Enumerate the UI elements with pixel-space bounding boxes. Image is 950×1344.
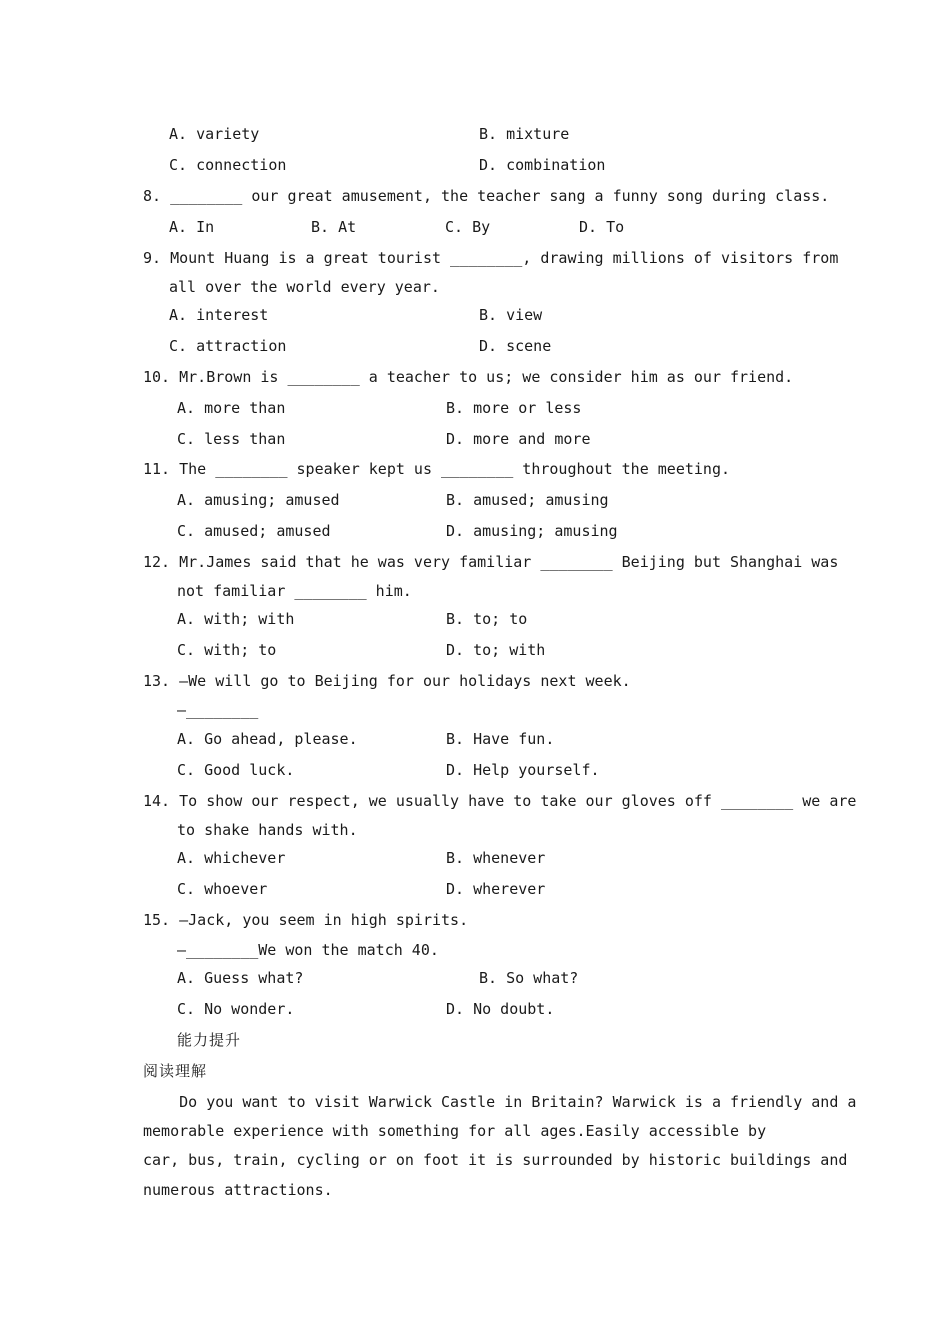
q7-option-d: D. combination bbox=[479, 156, 606, 174]
q13-option-b: B. Have fun. bbox=[446, 730, 555, 748]
q11-option-d: D. amusing; amusing bbox=[446, 522, 618, 540]
q9-stem-line2: all over the world every year. bbox=[169, 278, 440, 296]
q10-option-b: B. more or less bbox=[446, 399, 582, 417]
q12-option-a: A. with; with bbox=[177, 610, 295, 628]
q7-option-c: C. connection bbox=[169, 156, 287, 174]
q13-option-d: D. Help yourself. bbox=[446, 761, 600, 779]
q13-stem-line2: —________ bbox=[177, 701, 259, 719]
q12-stem-line1: 12. Mr.James said that he was very familiar ________ Beijing but Shanghai was bbox=[143, 553, 839, 571]
q14-option-c: C. whoever bbox=[177, 880, 268, 898]
q13-stem-line1: 13. —We will go to Beijing for our holidays next week. bbox=[143, 672, 631, 690]
q8-option-d: D. To bbox=[579, 218, 625, 236]
q10-option-c: C. less than bbox=[177, 430, 286, 448]
q12-option-c: C. with; to bbox=[177, 641, 277, 659]
q11-stem: 11. The ________ speaker kept us ________ throughout the meeting. bbox=[143, 460, 730, 478]
q11-option-b: B. amused; amusing bbox=[446, 491, 609, 509]
q10-option-d: D. more and more bbox=[446, 430, 591, 448]
q7-option-b: B. mixture bbox=[479, 125, 570, 143]
q15-stem-line1: 15. —Jack, you seem in high spirits. bbox=[143, 911, 469, 929]
q7-option-a: A. variety bbox=[169, 125, 260, 143]
q15-option-d: D. No doubt. bbox=[446, 1000, 555, 1018]
q15-option-b: B. So what? bbox=[479, 969, 579, 987]
q9-option-d: D. scene bbox=[479, 337, 552, 355]
q8-option-a: A. In bbox=[169, 218, 215, 236]
q15-option-c: C. No wonder. bbox=[177, 1000, 295, 1018]
q10-stem: 10. Mr.Brown is ________ a teacher to us; we consider him as our friend. bbox=[143, 368, 794, 386]
q9-stem-line1: 9. Mount Huang is a great tourist ________, drawing millions of visitors from bbox=[143, 249, 839, 267]
q13-option-c: C. Good luck. bbox=[177, 761, 295, 779]
q8-option-b: B. At bbox=[311, 218, 357, 236]
q15-stem-line2: —________We won the match 40. bbox=[177, 941, 439, 959]
q15-option-a: A. Guess what? bbox=[177, 969, 304, 987]
q14-option-a: A. whichever bbox=[177, 849, 286, 867]
q14-option-b: B. whenever bbox=[446, 849, 546, 867]
passage-line-2: memorable experience with something for all ages.Easily accessible by bbox=[143, 1122, 767, 1140]
q13-option-a: A. Go ahead, please. bbox=[177, 730, 358, 748]
q8-stem: 8. ________ our great amusement, the teacher sang a funny song during class. bbox=[143, 187, 830, 205]
q14-option-d: D. wherever bbox=[446, 880, 546, 898]
q9-option-a: A. interest bbox=[169, 306, 269, 324]
q10-option-a: A. more than bbox=[177, 399, 286, 417]
q9-option-c: C. attraction bbox=[169, 337, 287, 355]
q11-option-a: A. amusing; amused bbox=[177, 491, 340, 509]
q12-option-b: B. to; to bbox=[446, 610, 528, 628]
q11-option-c: C. amused; amused bbox=[177, 522, 331, 540]
q12-stem-line2: not familiar ________ him. bbox=[177, 582, 412, 600]
passage-line-3: car, bus, train, cycling or on foot it is surrounded by historic buildings and bbox=[143, 1151, 848, 1169]
q9-option-b: B. view bbox=[479, 306, 543, 324]
section-heading-reading: 阅读理解 bbox=[143, 1062, 208, 1080]
q14-stem-line1: 14. To show our respect, we usually have to take our gloves off ________ we are bbox=[143, 792, 857, 810]
q12-option-d: D. to; with bbox=[446, 641, 546, 659]
section-heading-ability: 能力提升 bbox=[177, 1031, 242, 1049]
passage-line-4: numerous attractions. bbox=[143, 1181, 333, 1199]
q8-option-c: C. By bbox=[445, 218, 491, 236]
passage-line-1: Do you want to visit Warwick Castle in Britain? Warwick is a friendly and a bbox=[143, 1093, 857, 1111]
q14-stem-line2: to shake hands with. bbox=[177, 821, 358, 839]
